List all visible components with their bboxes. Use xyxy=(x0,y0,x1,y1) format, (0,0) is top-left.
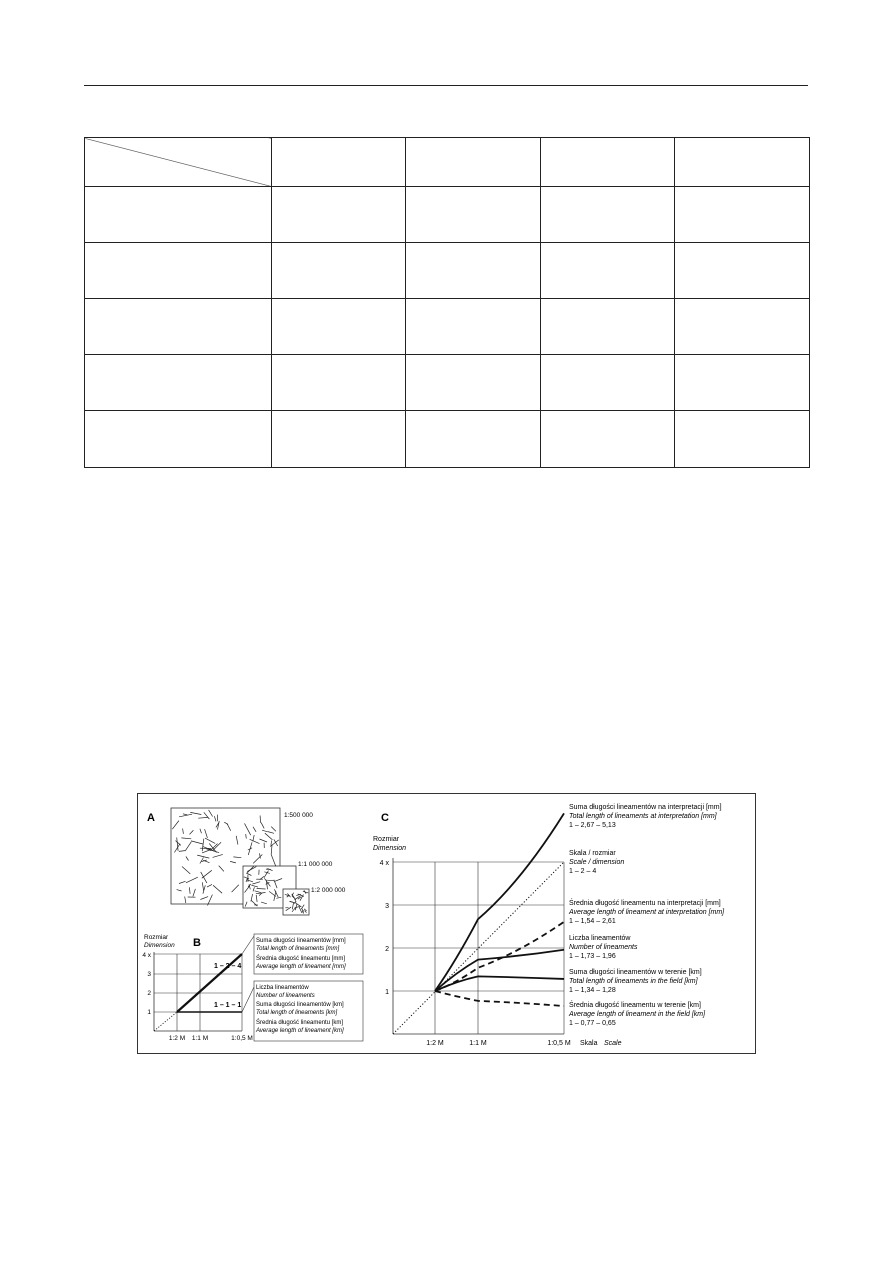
panel-c-series xyxy=(393,813,564,1034)
figure-lineaments xyxy=(137,793,756,1054)
panel-b-box-lower-pl-3: Średnia długość lineamentu [km] xyxy=(256,1020,344,1026)
table-header-row xyxy=(85,138,810,187)
scale-label-500000: 1:500 000 xyxy=(284,812,313,819)
legend-2-pl: Skala / rozmiar xyxy=(569,850,616,857)
panel-b-xtick-1: 1:2 M xyxy=(168,1035,186,1042)
table-cell xyxy=(406,138,541,187)
panel-c-x-title-en: Scale xyxy=(604,1040,622,1047)
table-cell xyxy=(406,299,541,355)
table-row xyxy=(85,187,810,243)
panel-b-y-title-en: Dimension xyxy=(144,942,175,949)
legend-5-pl: Suma długości lineamentów w terenie [km] xyxy=(569,969,702,976)
panel-c-ytick-4: 4 x xyxy=(379,860,389,867)
legend-1-pl: Suma długości lineamentów na interpretacji [mm] xyxy=(569,804,722,811)
panel-b-label: B xyxy=(193,937,201,949)
table-cell xyxy=(85,355,272,411)
panel-b-ytick-4: 4 x xyxy=(142,952,151,959)
table-cell xyxy=(675,187,810,243)
table-row xyxy=(85,355,810,411)
panel-b-ytick-3: 3 xyxy=(147,971,151,978)
legend-1-en: Total length of lineaments at interpretation [mm] xyxy=(569,813,717,820)
panel-c-label: C xyxy=(381,812,389,824)
table-cell xyxy=(406,243,541,299)
panel-b-box-lower-pl-1: Liczba lineamentów xyxy=(256,985,309,991)
table-cell xyxy=(541,355,675,411)
table-cell xyxy=(541,138,675,187)
legend-4-pl: Liczba lineamentów xyxy=(569,935,631,942)
series-line-4 xyxy=(435,950,564,991)
panel-b-ratio-upper: 1 – 2 – 4 xyxy=(214,963,242,970)
table-cell xyxy=(85,243,272,299)
legend-5-ratio: 1 – 1,34 – 1,28 xyxy=(569,987,616,994)
table-cell xyxy=(272,187,406,243)
series-line-3 xyxy=(435,922,564,991)
table-cell xyxy=(541,411,675,468)
panel-c-y-title-en: Dimension xyxy=(373,845,407,852)
series-line-1 xyxy=(435,813,564,991)
panel-b-box-lower-en-1: Number of lineaments xyxy=(256,993,315,999)
panel-b-box-upper-pl-2: Średnia długość lineamentu [mm] xyxy=(256,956,346,962)
table-cell xyxy=(675,138,810,187)
table-cell xyxy=(272,299,406,355)
table-cell xyxy=(675,355,810,411)
panel-b-y-title: Rozmiar xyxy=(144,934,169,941)
table-cell xyxy=(272,243,406,299)
panel-b-ratio-lower: 1 – 1 – 1 xyxy=(214,1002,242,1009)
panel-b-dotted-start xyxy=(154,1012,177,1031)
table-cell xyxy=(541,299,675,355)
legend-1-ratio: 1 – 2,67 – 5,13 xyxy=(569,822,616,829)
panel-c-x-title: Skala xyxy=(580,1040,598,1047)
figure-svg xyxy=(138,794,755,1053)
table-cell xyxy=(406,411,541,468)
panel-a-label: A xyxy=(147,812,155,824)
table-row xyxy=(85,243,810,299)
panel-b-box-upper-pl-1: Suma długości lineamentów [mm] xyxy=(256,938,346,944)
panel-c-ytick-3: 3 xyxy=(385,903,389,910)
table-cell xyxy=(272,138,406,187)
table-cell xyxy=(272,355,406,411)
legend-4-en: Number of lineaments xyxy=(569,944,638,951)
table-cell xyxy=(541,243,675,299)
table-cell xyxy=(541,187,675,243)
table-cell xyxy=(406,187,541,243)
panel-b-callout-lower xyxy=(242,987,254,1012)
legend-5-en: Total length of lineaments in the field [km] xyxy=(569,978,698,985)
panel-b-box-upper-en-2: Average length of lineament [mm] xyxy=(256,964,346,970)
legend-3-pl: Średnia długość lineamentu na interpretacji [mm] xyxy=(569,900,721,907)
legend-6-en: Average length of lineament in the field [km] xyxy=(569,1011,706,1018)
panel-a-maps xyxy=(171,808,309,915)
table-cell xyxy=(272,411,406,468)
empty-data-table xyxy=(84,137,810,468)
panel-c-grid xyxy=(393,858,564,1034)
legend-4-ratio: 1 – 1,73 – 1,96 xyxy=(569,953,616,960)
panel-c-y-title: Rozmiar xyxy=(373,836,400,843)
panel-b-box-lower-en-3: Average length of lineament [km] xyxy=(256,1028,344,1034)
series-line-5 xyxy=(435,976,564,991)
lineament-stroke xyxy=(257,889,266,890)
panel-b-callout-upper xyxy=(242,936,254,954)
panel-b-box-upper-en-1: Total length of lineaments [mm] xyxy=(256,946,340,952)
legend-6-pl: Średnia długość lineamentu w terenie [km] xyxy=(569,1002,701,1009)
scale-label-2000000: 1:2 000 000 xyxy=(311,887,346,894)
scale-label-1000000: 1:1 000 000 xyxy=(298,861,333,868)
panel-c-xtick-1: 1:2 M xyxy=(426,1040,444,1047)
panel-b-ytick-2: 2 xyxy=(147,990,151,997)
panel-b-xtick-3: 1:0,5 M xyxy=(231,1035,253,1042)
panel-c-ytick-2: 2 xyxy=(385,946,389,953)
legend-2-en: Scale / dimension xyxy=(569,859,625,866)
table-cell xyxy=(85,187,272,243)
panel-c-ytick-1: 1 xyxy=(385,989,389,996)
panel-b-xtick-2: 1:1 M xyxy=(191,1035,209,1042)
panel-c-xtick-2: 1:1 M xyxy=(469,1040,487,1047)
table-row xyxy=(85,299,810,355)
panel-b-box-lower-pl-2: Suma długości lineamentów [km] xyxy=(256,1002,344,1008)
header-rule xyxy=(84,85,808,86)
legend-3-ratio: 1 – 1,54 – 2,61 xyxy=(569,918,616,925)
table-cell xyxy=(675,243,810,299)
table-row xyxy=(85,411,810,468)
table-cell xyxy=(406,355,541,411)
diagonal-corner-cell xyxy=(85,138,272,187)
table-cell xyxy=(85,411,272,468)
panel-b-ytick-1: 1 xyxy=(147,1009,151,1016)
table-cell xyxy=(675,411,810,468)
table-cell xyxy=(85,299,272,355)
series-line-6 xyxy=(435,991,564,1006)
panel-b-box-lower-en-2: Total length of lineaments [km] xyxy=(256,1010,338,1016)
legend-6-ratio: 1 – 0,77 – 0,65 xyxy=(569,1020,616,1027)
legend-3-en: Average length of lineament at interpretation [mm] xyxy=(569,909,725,916)
legend-2-ratio: 1 – 2 – 4 xyxy=(569,868,597,875)
panel-c-xtick-3: 1:0,5 M xyxy=(547,1040,571,1047)
table-cell xyxy=(675,299,810,355)
